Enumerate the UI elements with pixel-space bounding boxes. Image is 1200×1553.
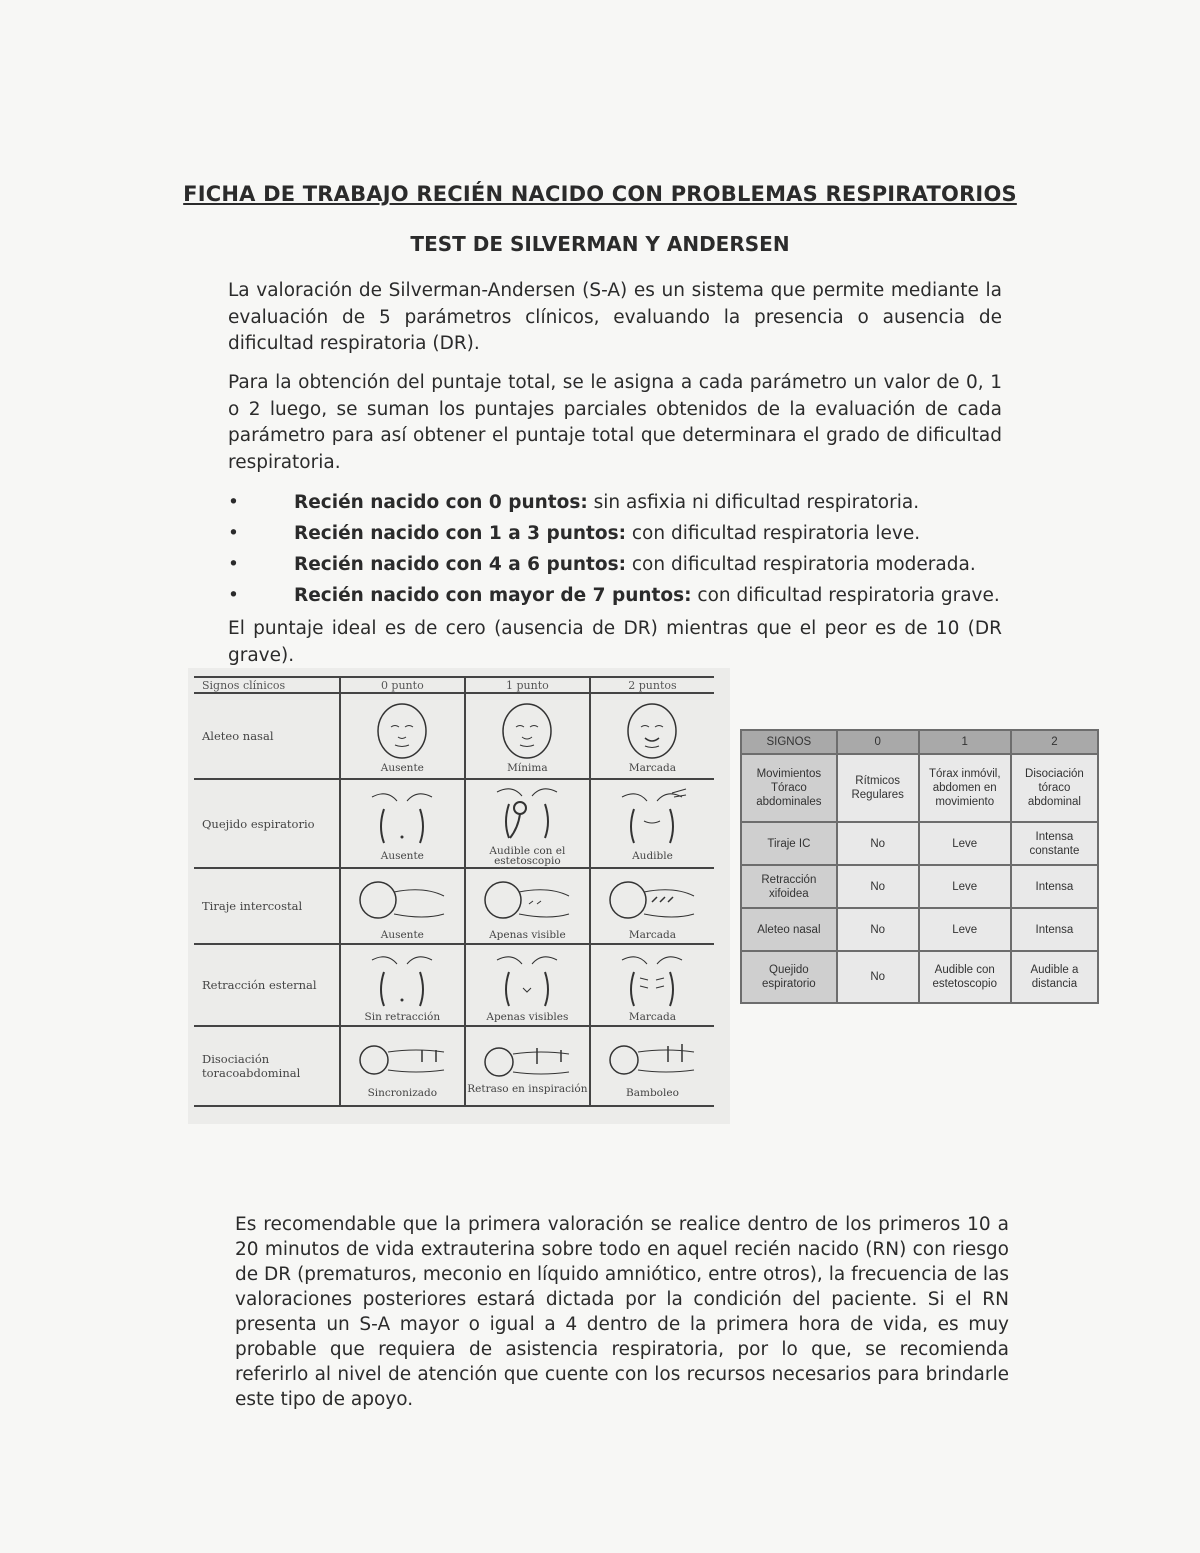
- baby-chest-stethoscope-illustration: [487, 782, 567, 846]
- table-cell: Intensa constante: [1011, 822, 1098, 865]
- baby-chest-illustration: [362, 787, 442, 851]
- bullet-icon: •: [228, 554, 239, 575]
- ideal-score-paragraph: El puntaje ideal es de cero (ausencia de DR) mientras que el peor es de 10 (DR grave).: [228, 618, 1002, 666]
- table-cell: No: [837, 865, 919, 908]
- score-paragraph: Para la obtención del puntaje total, se le asigna a cada parámetro un valor de 0, 1 o 2 luego, se suman los puntajes parciales obtenidos de la evaluación de cada parámetro para así obtener el puntaje total que determinara el grado de dificultad respiratoria.: [228, 372, 1002, 473]
- table-cell: Intensa: [1011, 908, 1098, 951]
- sign-label: Aleteo nasal: [194, 693, 340, 779]
- baby-lying-illustration: [602, 1036, 702, 1088]
- baby-face-illustration: [617, 701, 687, 763]
- list-item: • Recién nacido con 0 puntos: sin asfixia ni dificultad respiratoria.: [228, 489, 1008, 520]
- baby-face-illustration: [367, 701, 437, 763]
- table-cell: Disociación tóraco abdominal: [1011, 754, 1098, 822]
- cell-caption: Bamboleo: [626, 1086, 679, 1099]
- document-title: FICHA DE TRABAJO RECIÉN NACIDO CON PROBLEMAS RESPIRATORIOS: [183, 182, 1017, 206]
- table-header: SIGNOS: [741, 730, 837, 754]
- bullet-icon: •: [228, 492, 239, 513]
- cell-caption: Audible con el estetoscopio: [489, 845, 566, 867]
- cell-caption: Marcada: [628, 928, 677, 941]
- table-cell: Rítmicos Regulares: [837, 754, 919, 822]
- table-cell: Intensa: [1011, 865, 1098, 908]
- cell-caption: Ausente: [380, 761, 424, 774]
- sign-label: Quejido espiratorio: [194, 779, 340, 868]
- table-cell: No: [837, 908, 919, 951]
- closing-paragraph: Es recomendable que la primera valoración se realice dentro de los primeros 10 a 20 minutos de vida extrauterina sobre todo en aquel recién nacido (RN) con riesgo de DR (prematuros, meconio en líquido amniótico, entre otros), la frecuencia de las valoraciones posteriores estará dictada por la condición del paciente. Si el RN presenta un S-A mayor o igual a 4 dentro de la primera hora de vida, es muy probable que requiera de asistencia respiratoria, por lo que, se recomienda referirlo al nivel de atención que cuente con los recursos necesarios para brindarle este tipo de apoyo.: [235, 1214, 1009, 1410]
- table-row: [741, 822, 1098, 865]
- table-row: [194, 1026, 714, 1106]
- sign-label: Disociación toracoabdominal: [194, 1026, 340, 1106]
- table-cell: Leve: [919, 822, 1011, 865]
- sign-label: Tiraje intercostal: [194, 868, 340, 944]
- table-row: [741, 908, 1098, 951]
- table-cell: Leve: [919, 865, 1011, 908]
- baby-side-illustration: [602, 874, 702, 930]
- baby-side-illustration: [477, 874, 577, 930]
- table-header: 0: [837, 730, 919, 754]
- table-header: 2 puntos: [590, 677, 714, 693]
- baby-side-illustration: [352, 874, 452, 930]
- baby-chest-illustration: [362, 950, 442, 1012]
- table-cell: Tiraje IC: [741, 822, 837, 865]
- table-cell: No: [837, 822, 919, 865]
- table-cell: Audible a distancia: [1011, 951, 1098, 1003]
- cell-caption: Retraso en inspiración: [467, 1082, 588, 1095]
- cell-caption: Apenas visible: [489, 928, 566, 941]
- cell-caption: Marcada: [628, 1010, 677, 1023]
- table-cell: Retracción xifoidea: [741, 865, 837, 908]
- cell-caption: Apenas visibles: [486, 1010, 569, 1023]
- illustrated-silverman-table: [188, 668, 730, 1124]
- table-header: 1: [919, 730, 1011, 754]
- list-item: • Recién nacido con 4 a 6 puntos: con dificultad respiratoria moderada.: [228, 551, 1008, 582]
- table-cell: Leve: [919, 908, 1011, 951]
- table-row: [194, 693, 714, 779]
- list-item: • Recién nacido con mayor de 7 puntos: con dificultad respiratoria grave.: [228, 582, 1008, 613]
- table-header: 1 punto: [465, 677, 590, 693]
- table-cell: Quejido espiratorio: [741, 951, 837, 1003]
- cell-caption: Sin retracción: [364, 1010, 441, 1023]
- bullet-icon: •: [228, 523, 239, 544]
- bullet-icon: •: [228, 585, 239, 606]
- silverman-summary-table: [740, 729, 1099, 1004]
- baby-lying-illustration: [352, 1036, 452, 1088]
- baby-chest-illustration: [487, 950, 567, 1012]
- score-bullet-list: [228, 489, 1008, 613]
- list-item: • Recién nacido con 1 a 3 puntos: con dificultad respiratoria leve.: [228, 520, 1008, 551]
- table-row: [741, 754, 1098, 822]
- table-header: Signos clínicos: [194, 677, 340, 693]
- table-header: 0 punto: [340, 677, 465, 693]
- table-cell: No: [837, 951, 919, 1003]
- table-header: 2: [1011, 730, 1098, 754]
- baby-face-illustration: [492, 701, 562, 763]
- cell-caption: Mínima: [507, 761, 548, 774]
- cell-caption: Marcada: [628, 761, 677, 774]
- table-row: [194, 868, 714, 944]
- table-row: [194, 779, 714, 868]
- cell-caption: Ausente: [380, 850, 424, 862]
- table-row: [194, 944, 714, 1026]
- table-cell: Tórax inmóvil, abdomen en movimiento: [919, 754, 1011, 822]
- cell-caption: Sincronizado: [367, 1086, 438, 1099]
- cell-caption: Ausente: [380, 928, 424, 941]
- table-cell: Movimientos Tóraco abdominales: [741, 754, 837, 822]
- baby-lying-illustration: [477, 1040, 577, 1084]
- table-cell: Audible con estetoscopio: [919, 951, 1011, 1003]
- sign-label: Retracción esternal: [194, 944, 340, 1026]
- table-row: [741, 951, 1098, 1003]
- baby-chest-illustration: [612, 787, 692, 851]
- cell-caption: Audible: [632, 850, 673, 862]
- intro-paragraph: La valoración de Silverman-Andersen (S-A) es un sistema que permite mediante la evaluación de 5 parámetros clínicos, evaluando la presencia o ausencia de dificultad respiratoria (DR).: [228, 280, 1002, 354]
- table-cell: Aleteo nasal: [741, 908, 837, 951]
- table-row: [741, 865, 1098, 908]
- baby-chest-illustration: [612, 950, 692, 1012]
- document-subtitle: TEST DE SILVERMAN Y ANDERSEN: [410, 232, 790, 256]
